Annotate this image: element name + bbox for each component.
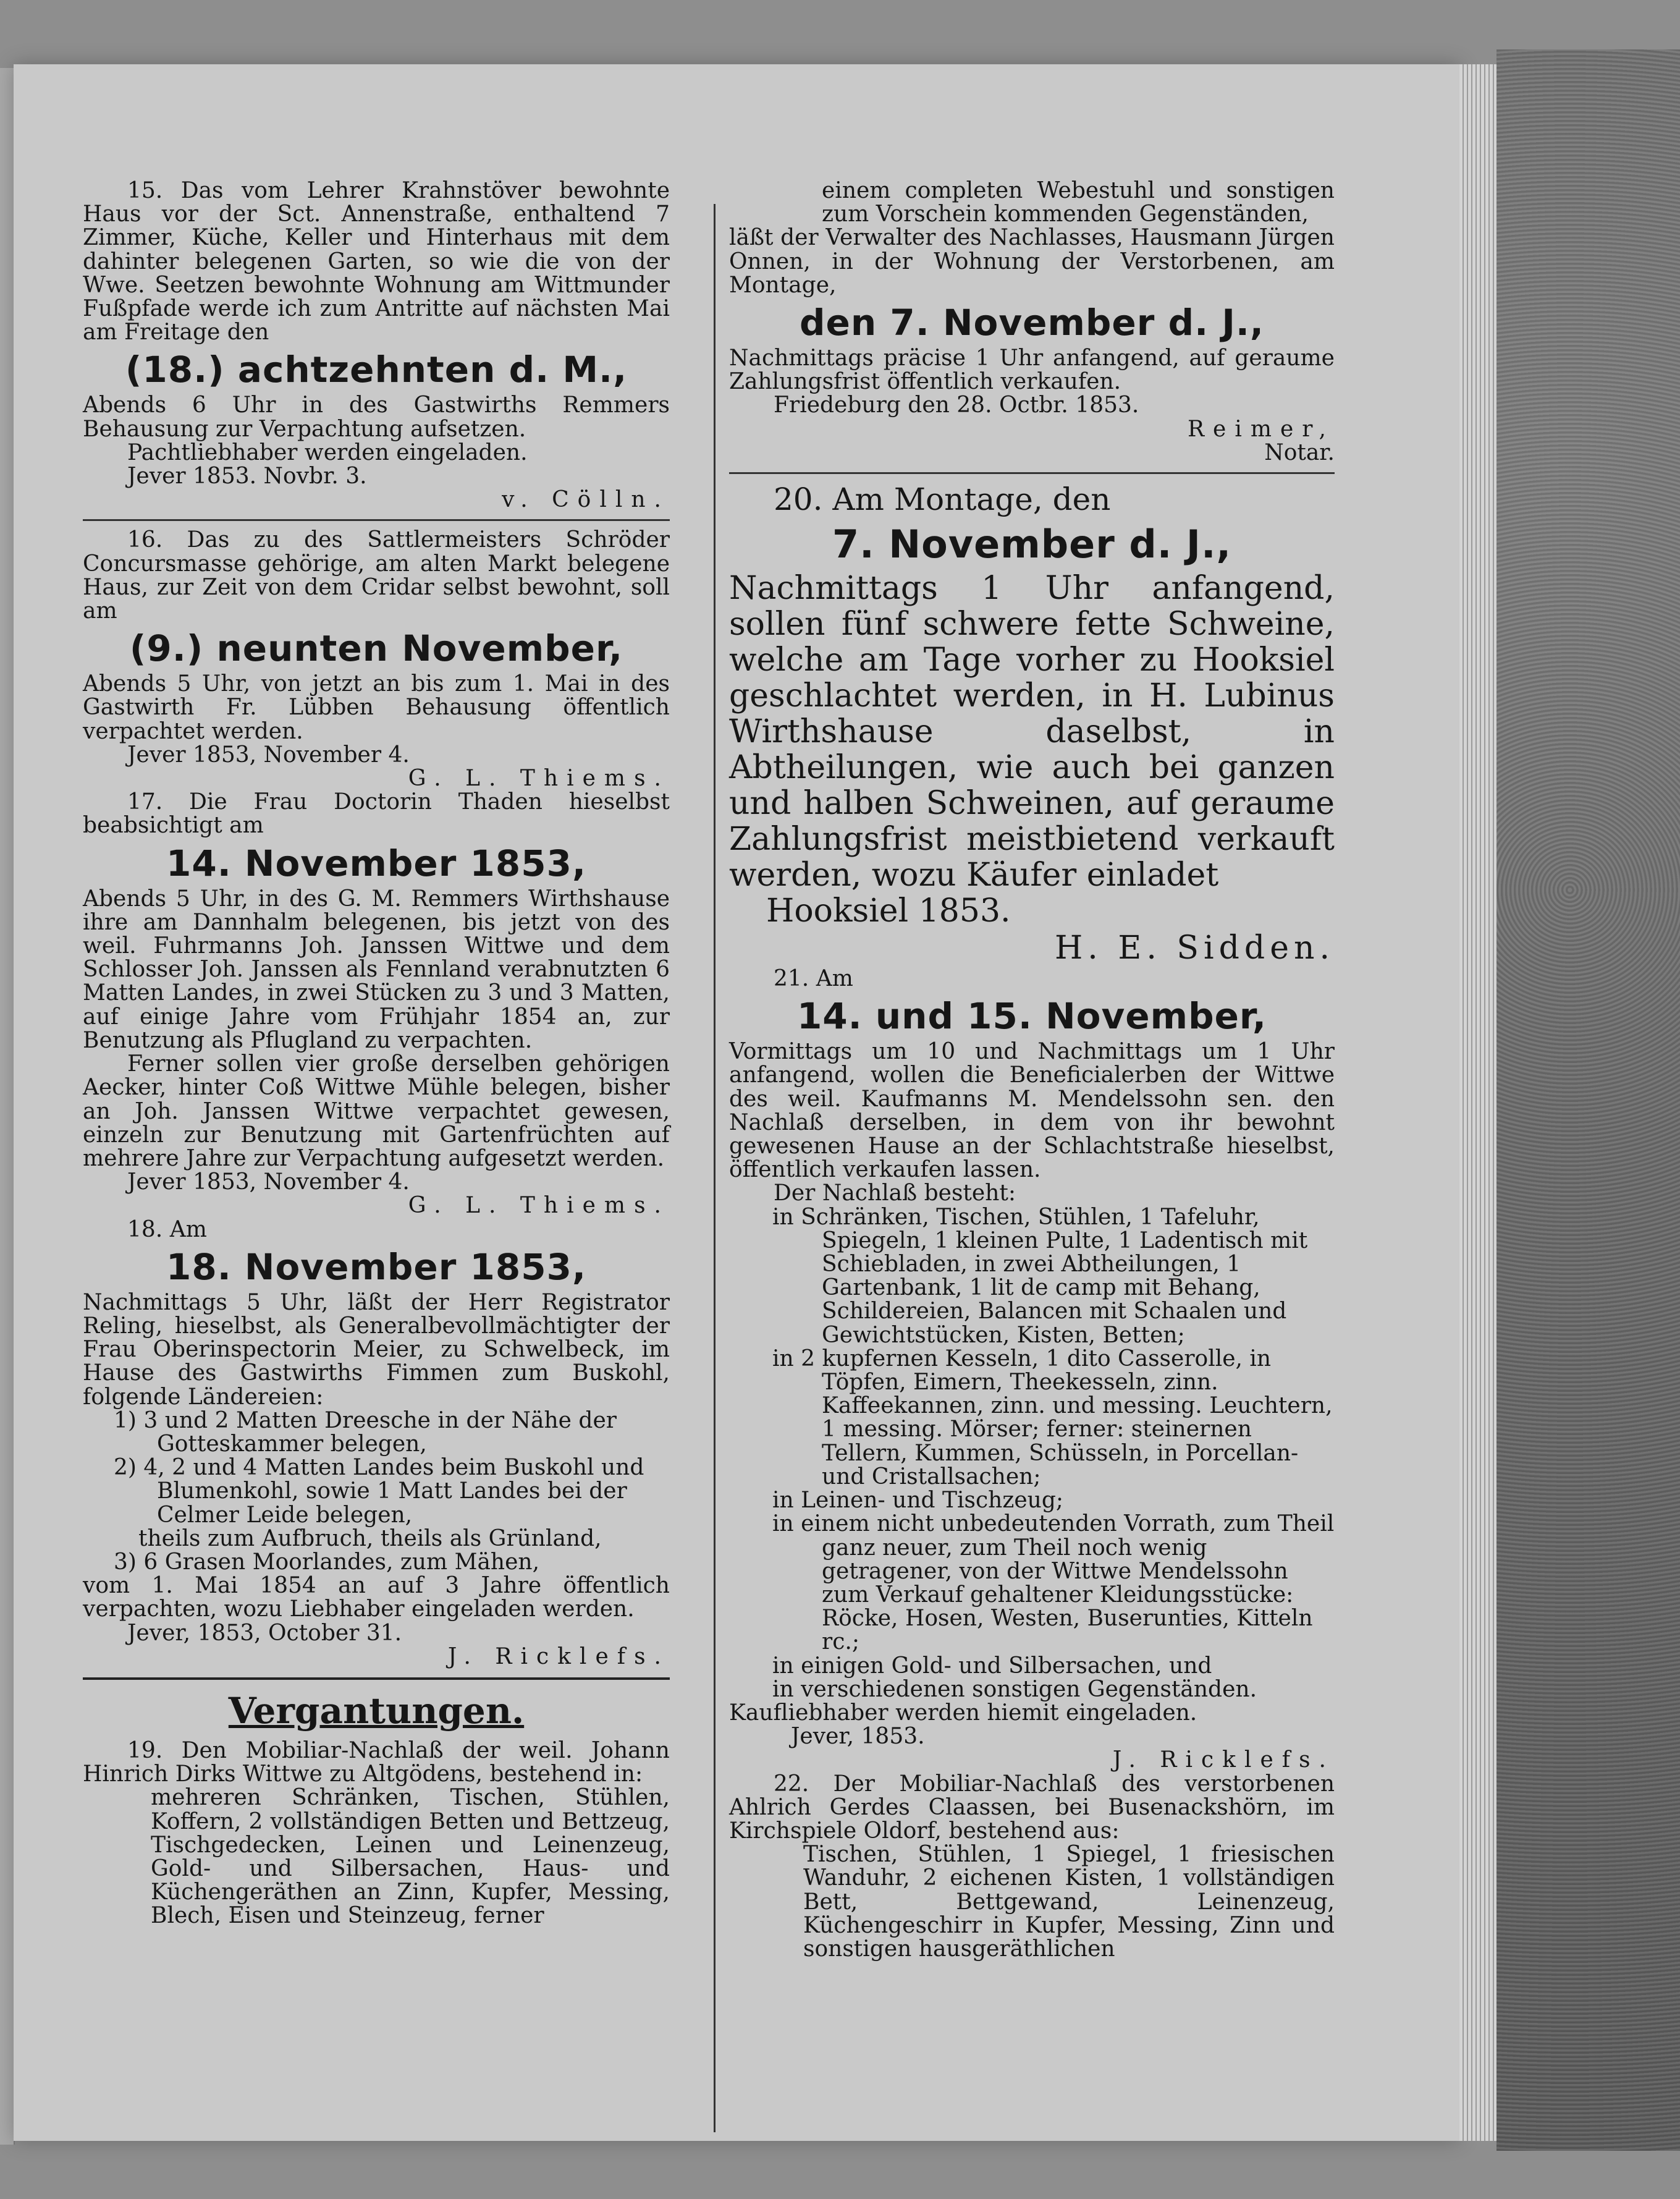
right-column: [729, 179, 1335, 1961]
notice-18-list: [83, 1409, 670, 1574]
notice-21-date: 14. und 15. November,: [796, 995, 1267, 1038]
list-item: in 2 kupfernen Kesseln, 1 dito Casserolle, in Töpfen, Eimern, Theekesseln, zinn. Kaffeekannen, zinn. und messing. Leuchtern, 1 messing. Mörser; ferner: steinernen Tellern, Kummen, Schüsseln, in Porcellan- und Cristallsachen;: [772, 1345, 1333, 1489]
divider: [83, 1677, 670, 1680]
notice-21-text: 21. Am: [774, 966, 853, 992]
list-item: 3) 6 Grasen Moorlandes, zum Mähen,: [114, 1549, 540, 1575]
page-stack-edges: [1459, 64, 1496, 2141]
list-item: in einem nicht unbedeutenden Vorrath, zum Theil ganz neuer, zum Theil noch wenig getragener, von der Wittwe Mendelssohn zum Verkauf gehaltener Kleidungsstücke: Röcke, Hosen, Westen, Buserunties, Kitteln rc.;: [772, 1511, 1335, 1655]
notice-20-text-2: Nachmittags 1 Uhr anfangend, sollen fünf schwere fette Schweine, welche am Tage vorher zu Hooksiel geschlachtet werden, in H. Lubinus Wirthshause daselbst, in Abtheilungen, wie auch bei ganzen und halben Schweinen, auf geraume Zahlungsfrist meistbietend verkauft werden, wozu Käufer einladet: [729, 570, 1335, 894]
notice-20-text: 20. Am Montage, den: [774, 481, 1111, 518]
notice-15-text: 15. Das vom Lehrer Krahnstöver bewohnte Haus vor der Sct. Annenstraße, enthaltend 7 Zimmer, Küche, Keller und Hinterhaus mit dem dahinter belegenen Garten, so wie die von der Wwe. Seetzen bewohnte Wohnung am Wittmunder Fußpfade werde ich zum Antritte auf nächsten Mai am Freitage den: [83, 178, 670, 345]
notice-15-place-date: Jever 1853. Novbr. 3.: [127, 464, 367, 489]
divider: [729, 472, 1335, 474]
notice-21-signature: J. Ricklefs.: [1112, 1747, 1335, 1773]
notice-18-text-2: Nachmittags 5 Uhr, läßt der Herr Registrator Reling, hieselbst, als Generalbevollmächtigter der Frau Oberinspectorin Meier, zu Schwelbeck, im Hause des Gastwirths Fimmen zum Buskohl, folgende Ländereien:: [83, 1289, 670, 1410]
notice-20-signature: H. E. Sidden.: [1054, 930, 1335, 967]
notice-17-date: 14. November 1853,: [166, 842, 586, 884]
list-item: theils zum Aufbruch, theils als Grünland,: [138, 1525, 602, 1551]
list-item: in einigen Gold- und Silbersachen, und: [772, 1653, 1212, 1679]
notice-19-place-date: Friedeburg den 28. Octbr. 1853.: [774, 392, 1139, 418]
notice-16-date: (9.) neunten November,: [129, 627, 623, 670]
divider: [83, 519, 670, 521]
notice-15-date: (18.) achtzehnten d. M.,: [125, 349, 628, 391]
notice-15-signature: v. Cölln.: [502, 487, 670, 513]
notice-16-place-date: Jever 1853, November 4.: [127, 742, 410, 768]
notice-18-text-3: vom 1. Mai 1854 an auf 3 Jahre öffentlich verpachten, wozu Liebhaber eingeladen werden.: [83, 1573, 670, 1622]
list-item: in Schränken, Tischen, Stühlen, 1 Tafeluhr, Spiegeln, 1 kleinen Pulte, 1 Ladentisch mit Schiebladen, in zwei Abtheilungen, 1 Gartenbank, 1 lit de camp mit Behang, Schildereien, Balancen mit Schaalen und Gewichtstücken, Kisten, Betten;: [772, 1204, 1308, 1348]
cover-texture: [1496, 49, 1680, 2151]
notice-15-text-3: Pachtliebhaber werden eingeladen.: [127, 439, 528, 465]
notice-22-items: Tischen, Stühlen, 1 Spiegel, 1 friesischen Wanduhr, 2 eichenen Kisten, 1 vollständigen Bett, Bettgewand, Leinenzeug, Küchengeschirr in Kupfer, Messing, Zinn und sonstigen hausgeräthlichen: [803, 1842, 1335, 1962]
column-divider: [714, 204, 715, 2132]
notice-17-place-date: Jever 1853, November 4.: [127, 1169, 410, 1195]
notice-20-place-date: Hooksiel 1853.: [766, 892, 1011, 930]
notice-22-text: 22. Der Mobiliar-Nachlaß des verstorbenen Ahlrich Gerdes Claassen, bei Busenackshörn, im Kirchspiele Oldorf, bestehend aus:: [729, 1771, 1335, 1844]
notice-21-place-date: Jever, 1853.: [791, 1724, 925, 1750]
notice-21-text-2: Vormittags um 10 und Nachmittags um 1 Uhr anfangend, wollen die Beneficialerben der Wittwe des weil. Kaufmanns M. Mendelssohn sen. den Nachlaß derselben, in dem von ihr bewohnt gewesenen Hause an der Schlachtstraße hieselbst, öffentlich verkaufen lassen.: [729, 1039, 1335, 1183]
notice-20-date: 7. November d. J.,: [832, 522, 1232, 567]
notice-16-signature: G. L. Thiems.: [408, 766, 670, 792]
notice-17-signature: G. L. Thiems.: [408, 1193, 670, 1219]
notice-19-signature: Reimer,: [1187, 416, 1335, 442]
notice-17-text: 17. Die Frau Doctorin Thaden hieselbst beabsichtigt am: [83, 789, 670, 839]
notice-15-text-2: Abends 6 Uhr in des Gastwirths Remmers Behausung zur Verpachtung aufsetzen.: [83, 392, 670, 442]
left-column: [83, 179, 670, 1928]
list-item: in Leinen- und Tischzeug;: [772, 1488, 1063, 1514]
notice-16-text-2: Abends 5 Uhr, von jetzt an bis zum 1. Mai in des Gastwirth Fr. Lübben Behausung öffentlich verpachtet werden.: [83, 671, 670, 744]
notice-19-items: mehreren Schränken, Tischen, Stühlen, Koffern, 2 vollständigen Betten und Bettzeug, Tischgedecken, Leinen und Leinenzeug, Gold- und Silbersachen, Haus- und Küchengeräthen an Zinn, Kupfer, Messing, Blech, Eisen und Steinzeug, ferner: [151, 1785, 670, 1929]
notice-16-text: 16. Das zu des Sattlermeisters Schröder Concursmasse gehörige, am alten Markt belegene Haus, zur Zeit von dem Cridar selbst bewohnt, soll am: [83, 527, 670, 624]
notice-21-text-3: Der Nachlaß besteht:: [774, 1180, 1016, 1206]
list-item: in verschiedenen sonstigen Gegenständen.: [772, 1676, 1257, 1702]
notice-18-signature: J. Ricklefs.: [447, 1643, 670, 1669]
notice-19-text-3: Nachmittags präcise 1 Uhr anfangend, auf geraume Zahlungsfrist öffentlich verkaufen.: [729, 345, 1335, 395]
notice-18-date: 18. November 1853,: [166, 1245, 586, 1288]
notice-19-items-cont: einem completen Webestuhl und sonstigen zum Vorschein kommenden Gegenständen,: [822, 178, 1335, 227]
list-item: 1) 3 und 2 Matten Dreesche in der Nähe der Gotteskammer belegen,: [114, 1407, 617, 1457]
notice-19-text-2: läßt der Verwalter des Nachlasses, Hausmann Jürgen Onnen, in der Wohnung der Verstorbenen, am Montage,: [729, 225, 1335, 298]
notice-19-text: 19. Den Mobiliar-Nachlaß der weil. Johann Hinrich Dirks Wittwe zu Altgödens, bestehend in:: [83, 1737, 670, 1787]
notice-19-date: den 7. November d. J.,: [800, 302, 1264, 344]
notice-19-title: Notar.: [1264, 439, 1335, 465]
list-item: 2) 4, 2 und 4 Matten Landes beim Buskohl und Blumenkohl, sowie 1 Matt Landes bei der Celmer Leide belegen,: [114, 1455, 644, 1528]
notice-18-place-date: Jever, 1853, October 31.: [127, 1620, 402, 1646]
notice-21-text-4: Kaufliebhaber werden hiemit eingeladen.: [729, 1700, 1197, 1726]
notice-17-text-3: Ferner sollen vier große derselben gehörigen Aecker, hinter Coß Wittwe Mühle belegen, bisher an Joh. Janssen Wittwe verpachtet gewesen, einzeln zur Benutzung mit Gartenfrüchten auf mehrere Jahre zur Verpachtung aufgesetzt werden.: [83, 1051, 670, 1171]
notice-18-text: 18. Am: [127, 1216, 207, 1242]
section-heading: Vergantungen.: [228, 1689, 525, 1732]
previous-page-edge: [0, 68, 15, 2145]
notice-17-text-2: Abends 5 Uhr, in des G. M. Remmers Wirthshause ihre am Dannhalm belegenen, bis jetzt von des weil. Fuhrmanns Joh. Janssen Wittwe und dem Schlosser Joh. Janssen als Fennland verabnutzten 6 Matten Landes, in zwei Stücken zu 3 und 3 Matten, auf einige Jahre vom Frühjahr 1854 an, zur Benutzung als Pflugland zu verpachten.: [83, 886, 670, 1053]
